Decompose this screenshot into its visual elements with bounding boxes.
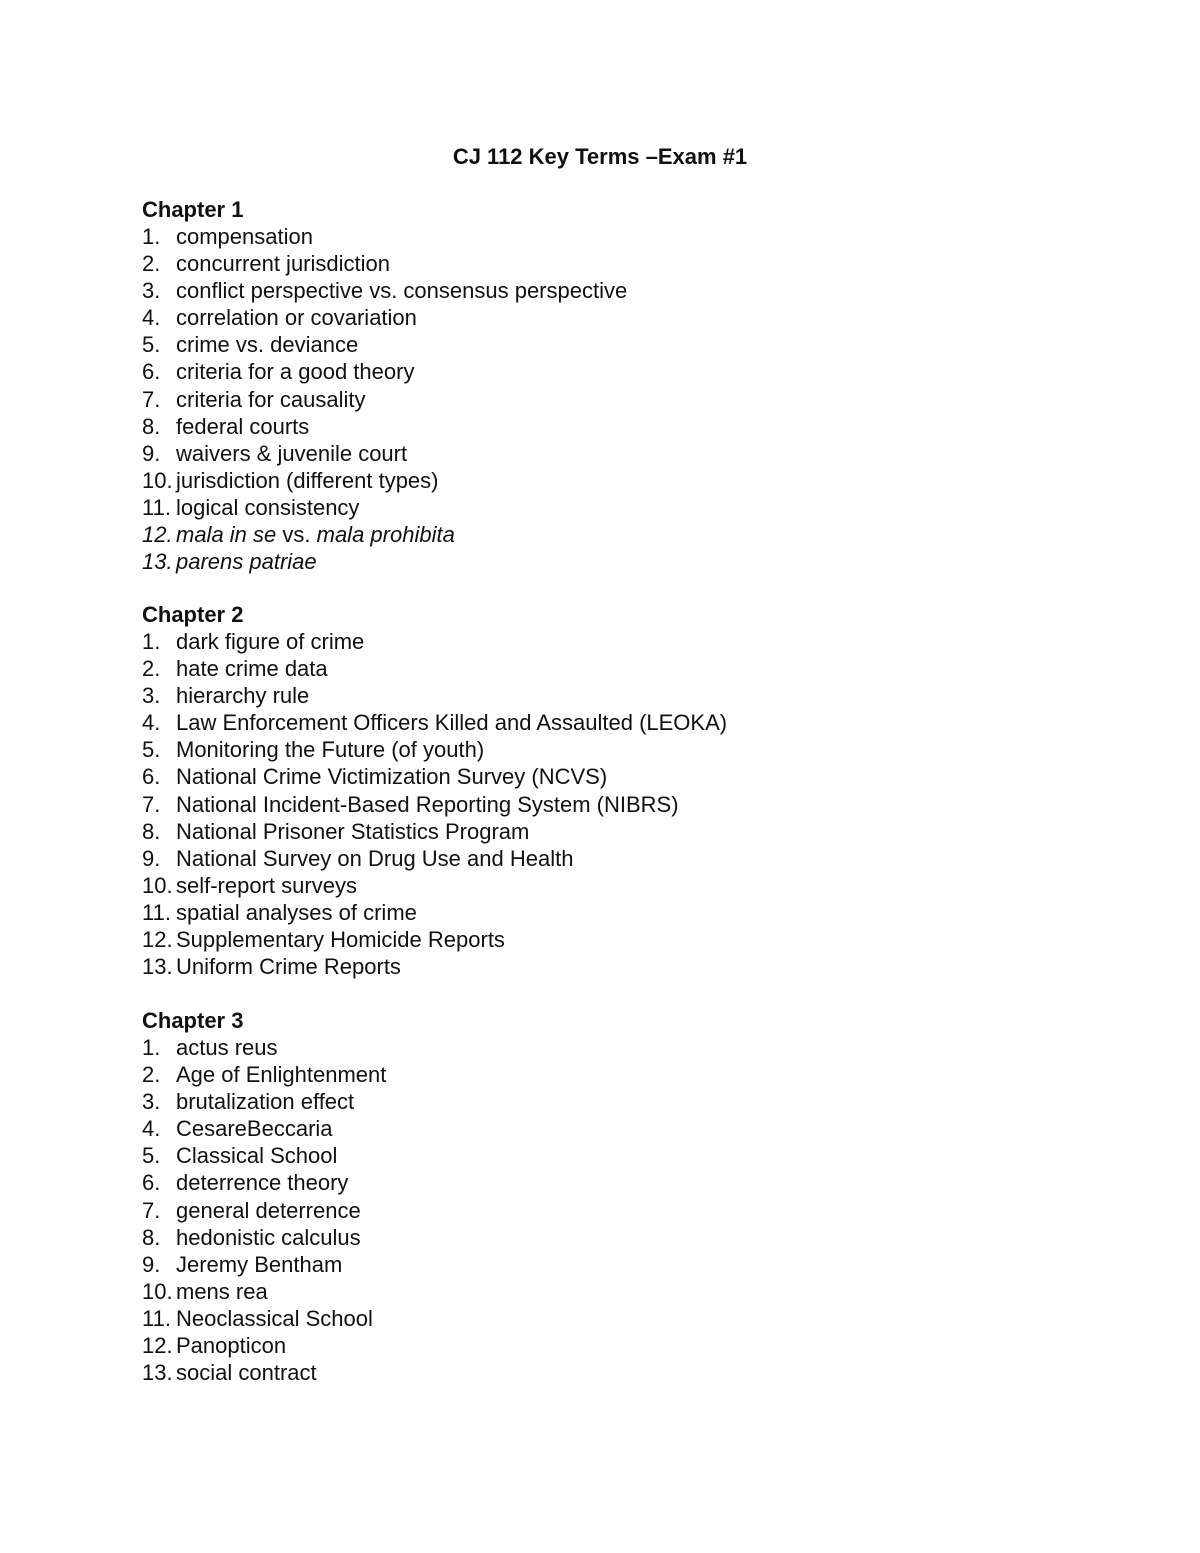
item-number: 1. xyxy=(142,224,161,249)
item-text: Classical School xyxy=(176,1143,338,1169)
list-item xyxy=(142,1305,1042,1332)
list-item xyxy=(142,494,1042,521)
item-number: 3. xyxy=(142,683,161,709)
item-text: mens rea xyxy=(176,1278,268,1304)
list-item xyxy=(142,250,1042,277)
term-list xyxy=(142,223,1042,575)
list-item xyxy=(142,467,1042,494)
item-number: 13. xyxy=(142,954,173,980)
item-text: hate crime data xyxy=(176,656,328,682)
item-text: deterrence theory xyxy=(176,1170,349,1196)
list-item xyxy=(142,521,1042,548)
item-number: 6. xyxy=(142,1170,161,1196)
item-text: parens patriae xyxy=(176,549,317,575)
list-item xyxy=(142,331,1042,358)
item-text: crime vs. deviance xyxy=(176,332,359,358)
item-number: 1. xyxy=(142,629,161,654)
list-item xyxy=(142,1169,1042,1196)
list-item xyxy=(142,358,1042,385)
item-number: 9. xyxy=(142,845,161,871)
list-item xyxy=(142,277,1042,304)
list-item xyxy=(142,1061,1042,1088)
item-number: 2. xyxy=(142,656,161,682)
list-item xyxy=(142,1278,1042,1305)
item-number: 12. xyxy=(142,1333,173,1359)
item-number: 8. xyxy=(142,413,161,439)
list-item xyxy=(142,763,1042,790)
item-number: 5. xyxy=(142,332,161,358)
list-item xyxy=(142,1115,1042,1142)
item-text: concurrent jurisdiction xyxy=(176,251,390,277)
item-text: conflict perspective vs. consensus perspective xyxy=(176,278,628,304)
item-number: 2. xyxy=(142,251,161,277)
item-number: 3. xyxy=(142,278,161,304)
list-item xyxy=(142,872,1042,899)
item-text: criteria for a good theory xyxy=(176,359,415,385)
item-number: 8. xyxy=(142,1224,161,1250)
list-item xyxy=(142,818,1042,845)
item-text: National Incident-Based Reporting System (NIBRS) xyxy=(176,791,679,817)
document-title: CJ 112 Key Terms –Exam #1 xyxy=(452,144,748,169)
item-number: 3. xyxy=(142,1089,161,1115)
item-text: hierarchy rule xyxy=(176,683,310,709)
item-text: jurisdiction (different types) xyxy=(176,467,439,493)
item-number: 10. xyxy=(142,1278,173,1304)
item-number: 4. xyxy=(142,1116,161,1142)
list-item xyxy=(142,1034,1042,1061)
item-text: general deterrence xyxy=(176,1197,361,1223)
item-number: 2. xyxy=(142,1062,161,1088)
item-text: National Survey on Drug Use and Health xyxy=(176,845,574,871)
item-text: waivers & juvenile court xyxy=(176,440,408,466)
item-text: Neoclassical School xyxy=(176,1305,373,1331)
item-number: 5. xyxy=(142,1143,161,1169)
list-item xyxy=(142,1142,1042,1169)
item-text: dark figure of crime xyxy=(176,629,365,654)
item-number: 10. xyxy=(142,467,173,493)
item-text: Law Enforcement Officers Killed and Assaulted (LEOKA) xyxy=(176,710,728,736)
latin-term-mala-in-se: mala in se xyxy=(176,522,277,548)
chapter-heading: Chapter 2 xyxy=(142,602,244,627)
item-number: 13. xyxy=(142,1360,173,1386)
list-item xyxy=(142,1251,1042,1278)
list-item xyxy=(142,548,1042,575)
item-number: 12. xyxy=(142,522,173,548)
list-item xyxy=(142,899,1042,926)
list-item xyxy=(142,682,1042,709)
item-number: 6. xyxy=(142,359,161,385)
item-text: Panopticon xyxy=(176,1333,287,1359)
item-number: 9. xyxy=(142,440,161,466)
item-text: logical consistency xyxy=(176,494,360,520)
item-text: actus reus xyxy=(176,1035,278,1060)
list-item xyxy=(142,953,1042,980)
list-item xyxy=(142,845,1042,872)
item-text: hedonistic calculus xyxy=(176,1224,361,1250)
versus-text: vs. xyxy=(276,522,317,548)
item-number: 7. xyxy=(142,791,161,817)
item-number: 7. xyxy=(142,1197,161,1223)
item-text: National Prisoner Statistics Program xyxy=(176,818,530,844)
term-list xyxy=(142,628,1042,980)
list-item xyxy=(142,709,1042,736)
item-text: correlation or covariation xyxy=(176,305,417,331)
item-text: criteria for causality xyxy=(176,386,366,412)
item-number: 9. xyxy=(142,1251,161,1277)
list-item xyxy=(142,655,1042,682)
list-item xyxy=(142,386,1042,413)
item-number: 6. xyxy=(142,764,161,790)
chapter-3-section xyxy=(142,1007,1042,1386)
item-text: compensation xyxy=(176,224,313,249)
chapter-2-section xyxy=(142,601,1042,980)
item-text: brutalization effect xyxy=(176,1089,355,1115)
chapter-heading: Chapter 1 xyxy=(142,197,244,222)
item-number: 8. xyxy=(142,818,161,844)
item-text: self-report surveys xyxy=(176,872,357,898)
list-item xyxy=(142,628,1042,655)
chapter-heading: Chapter 3 xyxy=(142,1008,244,1033)
list-item xyxy=(142,304,1042,331)
list-item xyxy=(142,1332,1042,1359)
list-item xyxy=(142,440,1042,467)
item-number: 4. xyxy=(142,710,161,736)
list-item xyxy=(142,926,1042,953)
item-number: 5. xyxy=(142,737,161,763)
item-number: 11. xyxy=(142,1305,171,1331)
latin-term-mala-prohibita: mala prohibita xyxy=(316,522,455,548)
item-number: 12. xyxy=(142,927,173,953)
item-number: 11. xyxy=(142,494,171,520)
item-number: 10. xyxy=(142,872,173,898)
item-text: federal courts xyxy=(176,413,310,439)
list-item xyxy=(142,1224,1042,1251)
list-item xyxy=(142,223,1042,250)
item-text: Age of Enlightenment xyxy=(176,1062,387,1088)
list-item xyxy=(142,413,1042,440)
item-text: Uniform Crime Reports xyxy=(176,954,401,980)
item-text: Supplementary Homicide Reports xyxy=(176,927,505,953)
term-list xyxy=(142,1034,1042,1386)
item-text: National Crime Victimization Survey (NCVS) xyxy=(176,764,608,790)
list-item xyxy=(142,1088,1042,1115)
list-item xyxy=(142,791,1042,818)
item-text: Monitoring the Future (of youth) xyxy=(176,737,485,763)
item-text: spatial analyses of crime xyxy=(176,899,417,925)
item-text xyxy=(176,522,455,547)
item-number: 7. xyxy=(142,386,161,412)
list-item xyxy=(142,1359,1042,1386)
list-item xyxy=(142,1197,1042,1224)
item-text: social contract xyxy=(176,1360,317,1386)
item-text: CesareBeccaria xyxy=(176,1116,333,1142)
item-number: 11. xyxy=(142,899,171,925)
item-text: Jeremy Bentham xyxy=(176,1251,343,1277)
chapter-1-section xyxy=(142,196,1042,575)
item-number: 1. xyxy=(142,1035,161,1060)
item-number: 13. xyxy=(142,549,173,575)
list-item xyxy=(142,736,1042,763)
item-number: 4. xyxy=(142,305,161,331)
